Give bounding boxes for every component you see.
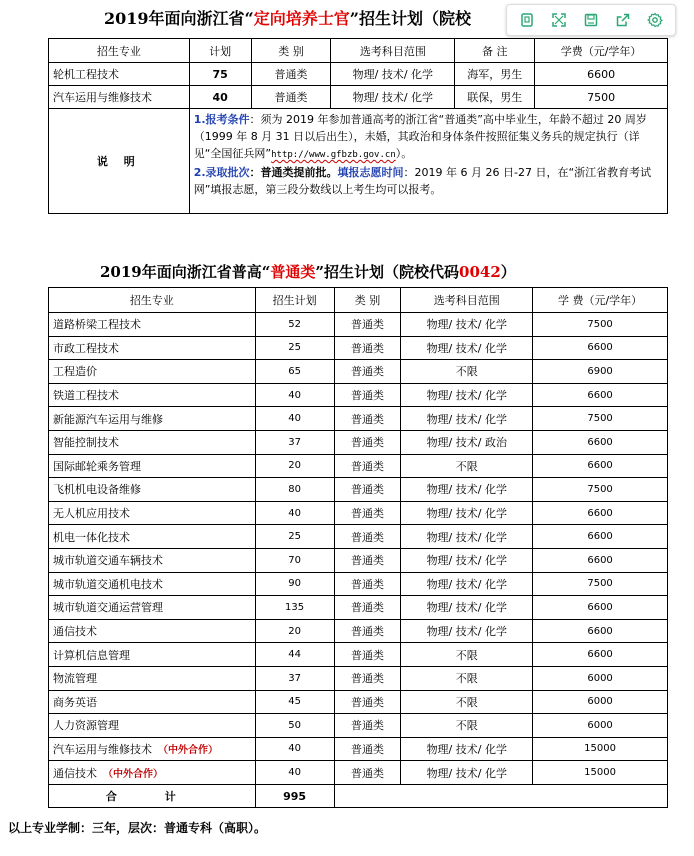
recruit-url-link[interactable]: http://www.gfbzb.gov.cn: [271, 150, 396, 160]
table-row: [49, 596, 668, 620]
fee-cell: 6600: [533, 596, 668, 620]
fee-cell: 7500: [533, 313, 668, 337]
major-cell: [49, 430, 256, 454]
section1-title: 2019年面向浙江省“定向培养士官”招生计划（院校: [104, 9, 471, 28]
type-cell: 普通类: [334, 360, 401, 384]
header-cell: 招生专业: [49, 288, 256, 313]
plan-cell: 52: [255, 313, 334, 337]
officer-plan-table: [48, 38, 668, 214]
plan-cell: 40: [189, 86, 251, 109]
header-cell: 类 别: [251, 39, 331, 63]
major-cell: 轮机工程技术: [49, 63, 190, 86]
subjects-cell: 物理/ 技术/ 化学: [401, 596, 533, 620]
major-name: 计算机信息管理: [53, 648, 130, 662]
table-row: [49, 454, 668, 478]
type-cell: 普通类: [334, 690, 401, 714]
type-cell: 普通类: [334, 478, 401, 502]
note2-time-label: 填报志愿时间: [337, 166, 404, 179]
fee-cell: 6000: [533, 690, 668, 714]
major-name: 商务英语: [53, 695, 97, 709]
fee-cell: 7500: [533, 572, 668, 596]
plan-cell: 70: [255, 548, 334, 572]
major-cell: [49, 761, 256, 785]
major-cell: [49, 313, 256, 337]
type-cell: 普通类: [334, 714, 401, 738]
type-cell: 普通类: [334, 430, 401, 454]
subjects-cell: 不限: [401, 643, 533, 667]
plan-cell: 37: [255, 430, 334, 454]
header-cell: 类 别: [334, 288, 401, 313]
type-cell: 普通类: [334, 596, 401, 620]
plan-cell: 45: [255, 690, 334, 714]
subjects-cell: 物理/ 技术/ 化学: [401, 761, 533, 785]
plan-cell: 37: [255, 666, 334, 690]
subjects-cell: 物理/ 技术/ 化学: [401, 407, 533, 431]
type-cell: 普通类: [334, 454, 401, 478]
major-cell: [49, 666, 256, 690]
table-row: [49, 63, 668, 86]
save-icon: [583, 12, 599, 28]
header-cell: 选考科目范围: [401, 288, 533, 313]
table-row: [49, 714, 668, 738]
table-row: [49, 525, 668, 549]
note-cell: 联保，男生: [455, 86, 535, 109]
plan-cell: 90: [255, 572, 334, 596]
plan-cell: 80: [255, 478, 334, 502]
major-name: 铁道工程技术: [53, 389, 119, 403]
plan-cell: 40: [255, 383, 334, 407]
table-row: [49, 643, 668, 667]
plan-cell: 40: [255, 737, 334, 761]
major-name: 智能控制技术: [53, 436, 119, 450]
fee-cell: 7500: [535, 86, 668, 109]
subjects-cell: 物理/ 技术/ 化学: [401, 501, 533, 525]
major-cell: [49, 383, 256, 407]
note2-text: ：2019 年 6 月 26 日-27 日，在“浙江省教育考试网”填报志愿，第三段分数线以上考生均可以报考。: [193, 166, 652, 196]
table-row: [49, 478, 668, 502]
header-cell: 计划: [189, 39, 251, 63]
total-value: 995: [255, 784, 334, 808]
subjects-cell: 不限: [401, 360, 533, 384]
fee-cell: 7500: [533, 478, 668, 502]
table-row: [49, 572, 668, 596]
major-cell: [49, 596, 256, 620]
major-cell: [49, 407, 256, 431]
fee-cell: 6900: [533, 360, 668, 384]
major-cell: 汽车运用与维修技术: [49, 86, 190, 109]
plan-cell: 40: [255, 501, 334, 525]
major-name: 通信技术: [53, 625, 97, 639]
major-name: 无人机应用技术: [53, 507, 130, 521]
type-cell: 普通类: [251, 86, 331, 109]
fee-cell: 6600: [533, 619, 668, 643]
subjects-cell: 物理/ 技术/ 化学: [331, 86, 455, 109]
fee-cell: 6600: [533, 336, 668, 360]
major-cell: [49, 643, 256, 667]
header-cell: 学费（元/学年）: [535, 39, 668, 63]
major-name: 城市轨道交通机电技术: [53, 577, 163, 591]
plan-cell: 20: [255, 619, 334, 643]
subjects-cell: 物理/ 技术/ 化学: [401, 313, 533, 337]
table-row: [49, 383, 668, 407]
major-name: 人力资源管理: [53, 719, 119, 733]
fee-cell: 6600: [533, 643, 668, 667]
type-cell: 普通类: [334, 572, 401, 596]
plan-cell: 25: [255, 525, 334, 549]
table-row: [49, 690, 668, 714]
table-row: [49, 407, 668, 431]
expand-icon: [551, 12, 567, 28]
table-row: [49, 360, 668, 384]
notes-label: 说 明: [49, 109, 190, 214]
type-cell: 普通类: [334, 501, 401, 525]
subjects-cell: 物理/ 技术/ 化学: [401, 572, 533, 596]
fee-cell: 6600: [533, 525, 668, 549]
major-name: 新能源汽车运用与维修: [53, 412, 163, 426]
major-name: 市政工程技术: [53, 341, 119, 355]
type-cell: 普通类: [334, 643, 401, 667]
plan-cell: 65: [255, 360, 334, 384]
major-name: 城市轨道交通运营管理: [53, 601, 163, 615]
save-button[interactable]: [580, 9, 602, 31]
table-row: [49, 619, 668, 643]
copy-button[interactable]: [516, 9, 538, 31]
type-cell: 普通类: [334, 313, 401, 337]
header-cell: 学 费（元/学年）: [533, 288, 668, 313]
major-cell: [49, 690, 256, 714]
type-cell: 普通类: [334, 336, 401, 360]
major-name: 飞机机电设备维修: [53, 483, 141, 497]
plan-cell: 50: [255, 714, 334, 738]
major-name: 国际邮轮乘务管理: [53, 459, 141, 473]
notes-content: [189, 109, 667, 214]
fee-cell: 6600: [535, 63, 668, 86]
subjects-cell: 物理/ 技术/ 政治: [401, 430, 533, 454]
floating-toolbar: [506, 4, 676, 36]
coop-badge: （中外合作）: [103, 768, 163, 780]
share-button[interactable]: [612, 9, 634, 31]
note1-label: 1.报考条件: [193, 113, 250, 126]
note2-label: 2.录取批次: [193, 166, 250, 179]
table-row: [49, 548, 668, 572]
subjects-cell: 物理/ 技术/ 化学: [401, 619, 533, 643]
major-name: 物流管理: [53, 672, 97, 686]
type-cell: 普通类: [334, 619, 401, 643]
major-cell: [49, 478, 256, 502]
table-row: [49, 313, 668, 337]
type-cell: 普通类: [334, 737, 401, 761]
major-cell: [49, 501, 256, 525]
major-name: 工程造价: [53, 365, 97, 379]
fee-cell: 15000: [533, 761, 668, 785]
major-cell: [49, 360, 256, 384]
subjects-cell: 不限: [401, 714, 533, 738]
plan-cell: 75: [189, 63, 251, 86]
note2-batch: ：普通类提前批。: [249, 166, 338, 179]
header-cell: 招生专业: [49, 39, 190, 63]
header-cell: 备 注: [455, 39, 535, 63]
major-cell: [49, 525, 256, 549]
table-row: [49, 666, 668, 690]
type-cell: 普通类: [334, 761, 401, 785]
major-cell: [49, 336, 256, 360]
fee-cell: 6000: [533, 714, 668, 738]
note1-text: ：须为 2019 年参加普通高考的浙江省“普通类”高中毕业生，年龄不超过 20 周岁（1999 年 8 月 31 日以后出生），未婚，其政治和身体条件按照征集义务兵的规定执行（详见“全国征兵网”: [193, 113, 647, 160]
settings-icon: [647, 12, 663, 28]
fee-cell: 6600: [533, 454, 668, 478]
fee-cell: 7500: [533, 407, 668, 431]
plan-cell: 25: [255, 336, 334, 360]
subjects-cell: 物理/ 技术/ 化学: [401, 548, 533, 572]
share-icon: [615, 12, 631, 28]
total-row: [49, 784, 668, 808]
subjects-cell: 不限: [401, 690, 533, 714]
major-cell: [49, 619, 256, 643]
type-cell: 普通类: [334, 407, 401, 431]
subjects-cell: 物理/ 技术/ 化学: [401, 737, 533, 761]
type-cell: 普通类: [334, 383, 401, 407]
major-name: 机电一体化技术: [53, 530, 130, 544]
subjects-cell: 不限: [401, 454, 533, 478]
subjects-cell: 物理/ 技术/ 化学: [401, 383, 533, 407]
major-name: 通信技术: [53, 766, 97, 780]
table-row: [49, 430, 668, 454]
type-cell: 普通类: [334, 525, 401, 549]
expand-button[interactable]: [548, 9, 570, 31]
copy-icon: [519, 12, 535, 28]
header-cell: 招生计划: [255, 288, 334, 313]
type-cell: 普通类: [251, 63, 331, 86]
section2-title: 2019年面向浙江省普高“普通类”招生计划（院校代码0042）: [100, 263, 516, 281]
type-cell: 普通类: [334, 548, 401, 572]
major-name: 汽车运用与维修技术: [53, 742, 152, 756]
major-name: 城市轨道交通车辆技术: [53, 554, 163, 568]
fee-cell: 6600: [533, 548, 668, 572]
total-blank: [334, 784, 667, 808]
plan-cell: 20: [255, 454, 334, 478]
table-row: [49, 501, 668, 525]
subjects-cell: 物理/ 技术/ 化学: [401, 525, 533, 549]
header-cell: 选考科目范围: [331, 39, 455, 63]
coop-badge: （中外合作）: [158, 744, 218, 756]
fee-cell: 15000: [533, 737, 668, 761]
fee-cell: 6600: [533, 383, 668, 407]
fee-cell: 6600: [533, 430, 668, 454]
table-row: [49, 737, 668, 761]
note1-end: ）。: [395, 147, 413, 160]
type-cell: 普通类: [334, 666, 401, 690]
subjects-cell: 物理/ 技术/ 化学: [401, 478, 533, 502]
major-cell: [49, 572, 256, 596]
table-row: [49, 336, 668, 360]
plan-cell: 40: [255, 407, 334, 431]
subjects-cell: 不限: [401, 666, 533, 690]
major-cell: [49, 548, 256, 572]
subjects-cell: 物理/ 技术/ 化学: [401, 336, 533, 360]
table-header-row: [49, 288, 668, 313]
subjects-cell: 物理/ 技术/ 化学: [331, 63, 455, 86]
fee-cell: 6000: [533, 666, 668, 690]
table-row: [49, 86, 668, 109]
plan-cell: 135: [255, 596, 334, 620]
general-plan-table: [48, 287, 668, 808]
plan-cell: 40: [255, 761, 334, 785]
table-row: [49, 761, 668, 785]
major-name: 道路桥梁工程技术: [53, 318, 141, 332]
total-label: 合 计: [49, 784, 256, 808]
footer-note: 以上专业学制：三年，层次：普通专科（高职）。: [8, 821, 267, 835]
note-cell: 海军，男生: [455, 63, 535, 86]
notes-row: [49, 109, 668, 214]
major-cell: [49, 737, 256, 761]
major-cell: [49, 714, 256, 738]
major-cell: [49, 454, 256, 478]
settings-button[interactable]: [644, 9, 666, 31]
plan-cell: 44: [255, 643, 334, 667]
fee-cell: 6600: [533, 501, 668, 525]
table-header-row: [49, 39, 668, 63]
